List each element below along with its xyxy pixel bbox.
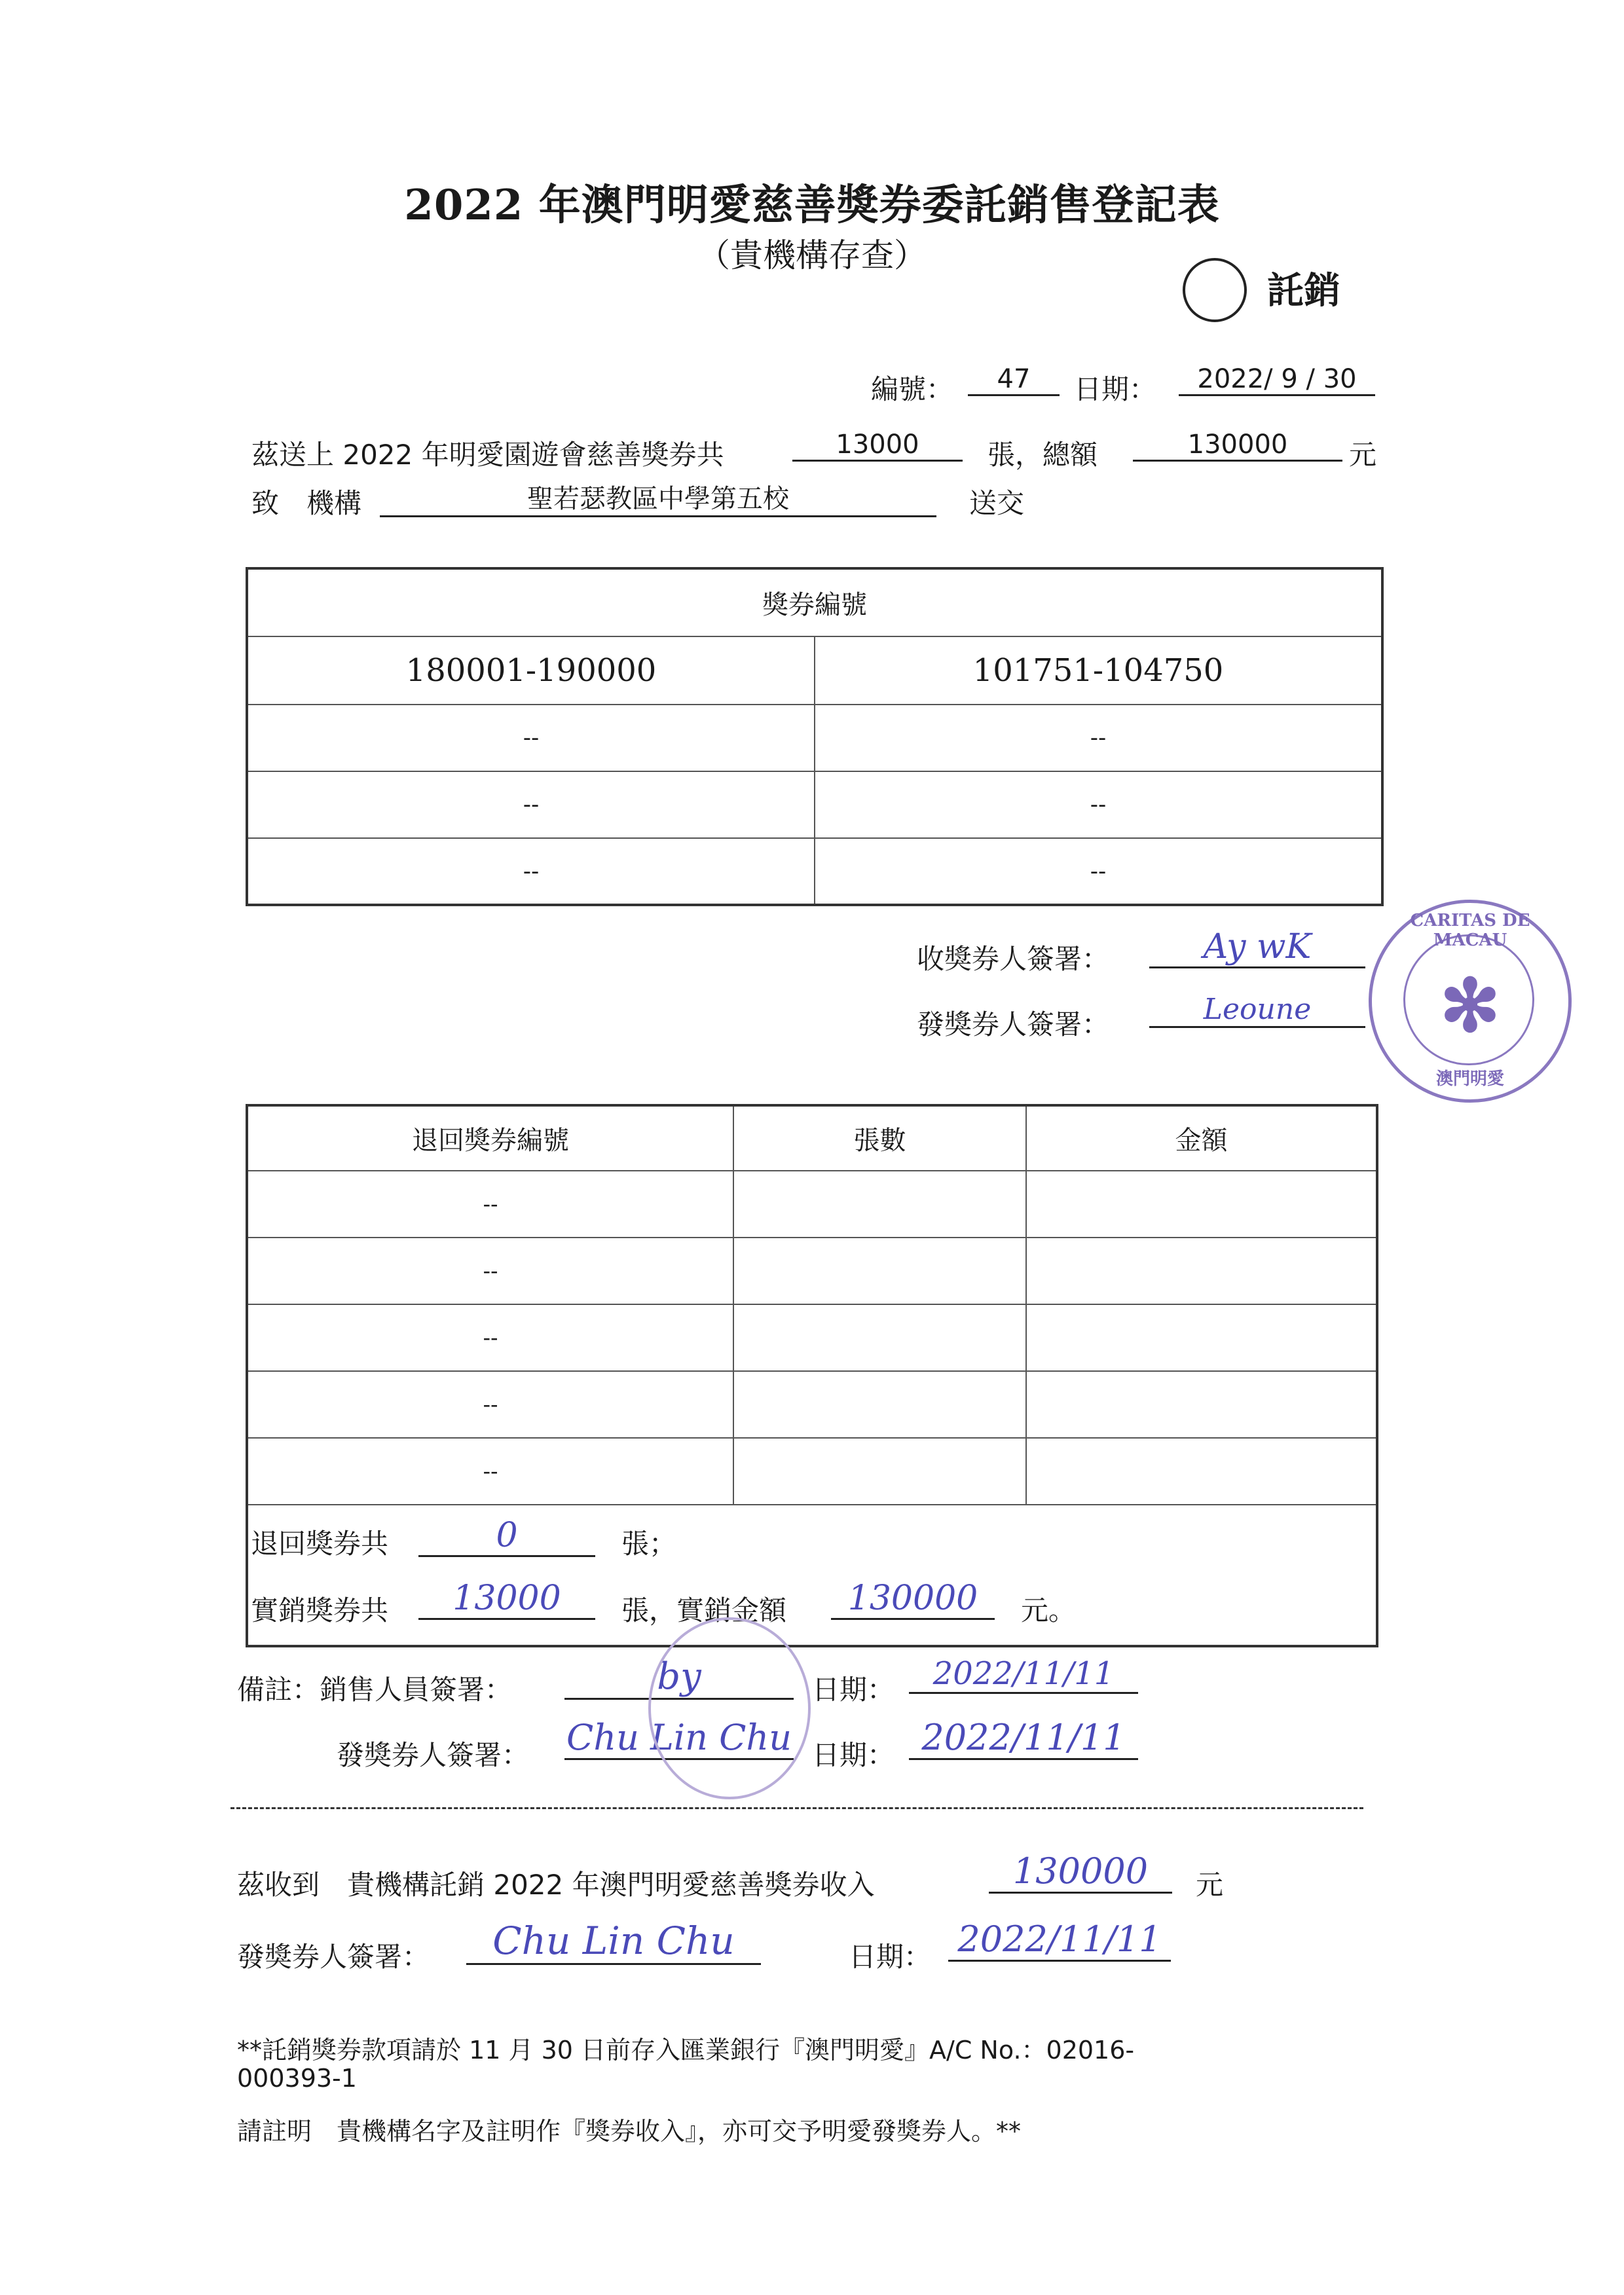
- sold-value: 13000: [418, 1579, 595, 1620]
- return-amount-cell: [1026, 1171, 1377, 1238]
- return-number-cell: --: [247, 1171, 733, 1238]
- footer-note-line1: **託銷獎券款項請於 11 月 30 日前存入匯業銀行『澳門明愛』A/C No.：02016-: [237, 2036, 1135, 2065]
- consign-check-circle[interactable]: [1183, 258, 1247, 322]
- sold-mid-label: 張，實銷金額: [621, 1594, 787, 1626]
- ticket-range-cell: 180001-190000: [247, 636, 815, 705]
- remarks-issuer-date-label: 日期：: [812, 1739, 895, 1771]
- receipt-yuan: 元: [1196, 1869, 1224, 1901]
- remarks-date-value: 2022/11/11: [909, 1655, 1138, 1694]
- seal-text-top: CARITAS DE MACAU: [1410, 911, 1530, 950]
- return-header-amount: 金額: [1026, 1105, 1377, 1171]
- return-number-cell: --: [247, 1371, 733, 1438]
- return-number-cell: --: [247, 1238, 733, 1304]
- return-table: [246, 1104, 1378, 1647]
- seal-cross-icon: ✻: [1439, 963, 1501, 1048]
- dispatch-yuan: 元: [1349, 439, 1377, 471]
- dispatch-send-label: 送交: [969, 487, 1025, 519]
- seal-text-bottom: 澳門明愛: [1435, 1069, 1504, 1089]
- return-amount-cell: [1026, 1438, 1377, 1505]
- return-header-count: 張數: [733, 1105, 1026, 1171]
- ticket-range-cell: 101751-104750: [815, 636, 1382, 705]
- ticket-range-cell: --: [815, 705, 1382, 771]
- ticket-range-cell: --: [247, 838, 815, 905]
- dispatch-line-mid: 張，總額: [987, 439, 1098, 471]
- receipt-date-label: 日期：: [849, 1941, 932, 1973]
- receiver-sign-label: 收獎券人簽署：: [917, 943, 1110, 975]
- form-subtitle: （貴機構存查）: [697, 236, 927, 274]
- dispatch-tickets: 13000: [792, 430, 963, 462]
- remarks-date-label: 日期：: [812, 1674, 895, 1706]
- return-number-cell: --: [247, 1304, 733, 1371]
- remarks-issuer-signature: Chu Lin Chu: [564, 1717, 794, 1760]
- return-count-cell: [733, 1304, 1026, 1371]
- consign-label: 託銷: [1267, 270, 1340, 312]
- sold-amount: 130000: [831, 1579, 995, 1620]
- caritas-seal: [1369, 900, 1572, 1103]
- return-summary-cell: [247, 1505, 1377, 1646]
- date-label: 日期：: [1074, 373, 1157, 405]
- ticket-range-cell: --: [815, 838, 1382, 905]
- returned-unit: 張；: [621, 1528, 677, 1560]
- return-header-number: 退回獎券編號: [247, 1105, 733, 1171]
- ticket-table-header: 獎券編號: [247, 568, 1382, 636]
- return-count-cell: [733, 1171, 1026, 1238]
- faint-seal-stamp: [648, 1617, 811, 1799]
- number-label: 編號：: [871, 373, 954, 405]
- receiver-signature: Ay wK: [1149, 927, 1365, 968]
- form-title: 2022 年澳門明愛慈善獎券委託銷售登記表: [404, 181, 1220, 230]
- receipt-line-prefix: 茲收到 貴機構託銷 2022 年澳門明愛慈善獎券收入: [237, 1869, 875, 1901]
- receipt-issuer-label: 發獎券人簽署：: [237, 1941, 430, 1973]
- number-value: 47: [968, 364, 1060, 396]
- dispatch-amount: 130000: [1133, 430, 1342, 462]
- return-number-cell: --: [247, 1438, 733, 1505]
- remarks-issuer-label: 發獎券人簽署：: [337, 1739, 530, 1771]
- seller-signature: by: [564, 1655, 794, 1700]
- return-count-cell: [733, 1238, 1026, 1304]
- receipt-date-value: 2022/11/11: [948, 1919, 1171, 1962]
- footer-note-line3: 請註明 貴機構名字及註明作『獎券收入』，亦可交予明愛發獎券人。**: [237, 2117, 1022, 2146]
- remarks-issuer-date: 2022/11/11: [909, 1717, 1138, 1760]
- receipt-amount: 130000: [989, 1850, 1172, 1894]
- return-amount-cell: [1026, 1238, 1377, 1304]
- sold-label: 實銷獎券共: [251, 1594, 389, 1626]
- return-amount-cell: [1026, 1304, 1377, 1371]
- return-count-cell: [733, 1371, 1026, 1438]
- dispatch-to-label: 致 機構: [251, 487, 362, 519]
- returned-label: 退回獎券共: [251, 1528, 389, 1560]
- remarks-seller-label: 備註：銷售人員簽署：: [237, 1674, 513, 1706]
- dispatch-line-prefix: 茲送上 2022 年明愛園遊會慈善獎券共: [251, 439, 724, 471]
- ticket-range-cell: --: [247, 705, 815, 771]
- return-count-cell: [733, 1438, 1026, 1505]
- organization-name: 聖若瑟教區中學第五校: [380, 478, 936, 517]
- ticket-range-cell: --: [247, 771, 815, 838]
- ticket-range-cell: --: [815, 771, 1382, 838]
- footer-note-line2: 000393-1: [237, 2064, 357, 2093]
- issuer-sign-label: 發獎券人簽署：: [917, 1008, 1110, 1040]
- return-amount-cell: [1026, 1371, 1377, 1438]
- sold-unit: 元。: [1021, 1594, 1077, 1626]
- issuer-signature: Leoune: [1149, 993, 1365, 1028]
- dashed-separator: [231, 1807, 1363, 1809]
- ticket-number-table: [246, 567, 1384, 906]
- returned-value: 0: [418, 1516, 595, 1557]
- date-value: 2022/ 9 / 30: [1179, 364, 1375, 396]
- receipt-issuer-signature: Chu Lin Chu: [466, 1919, 761, 1965]
